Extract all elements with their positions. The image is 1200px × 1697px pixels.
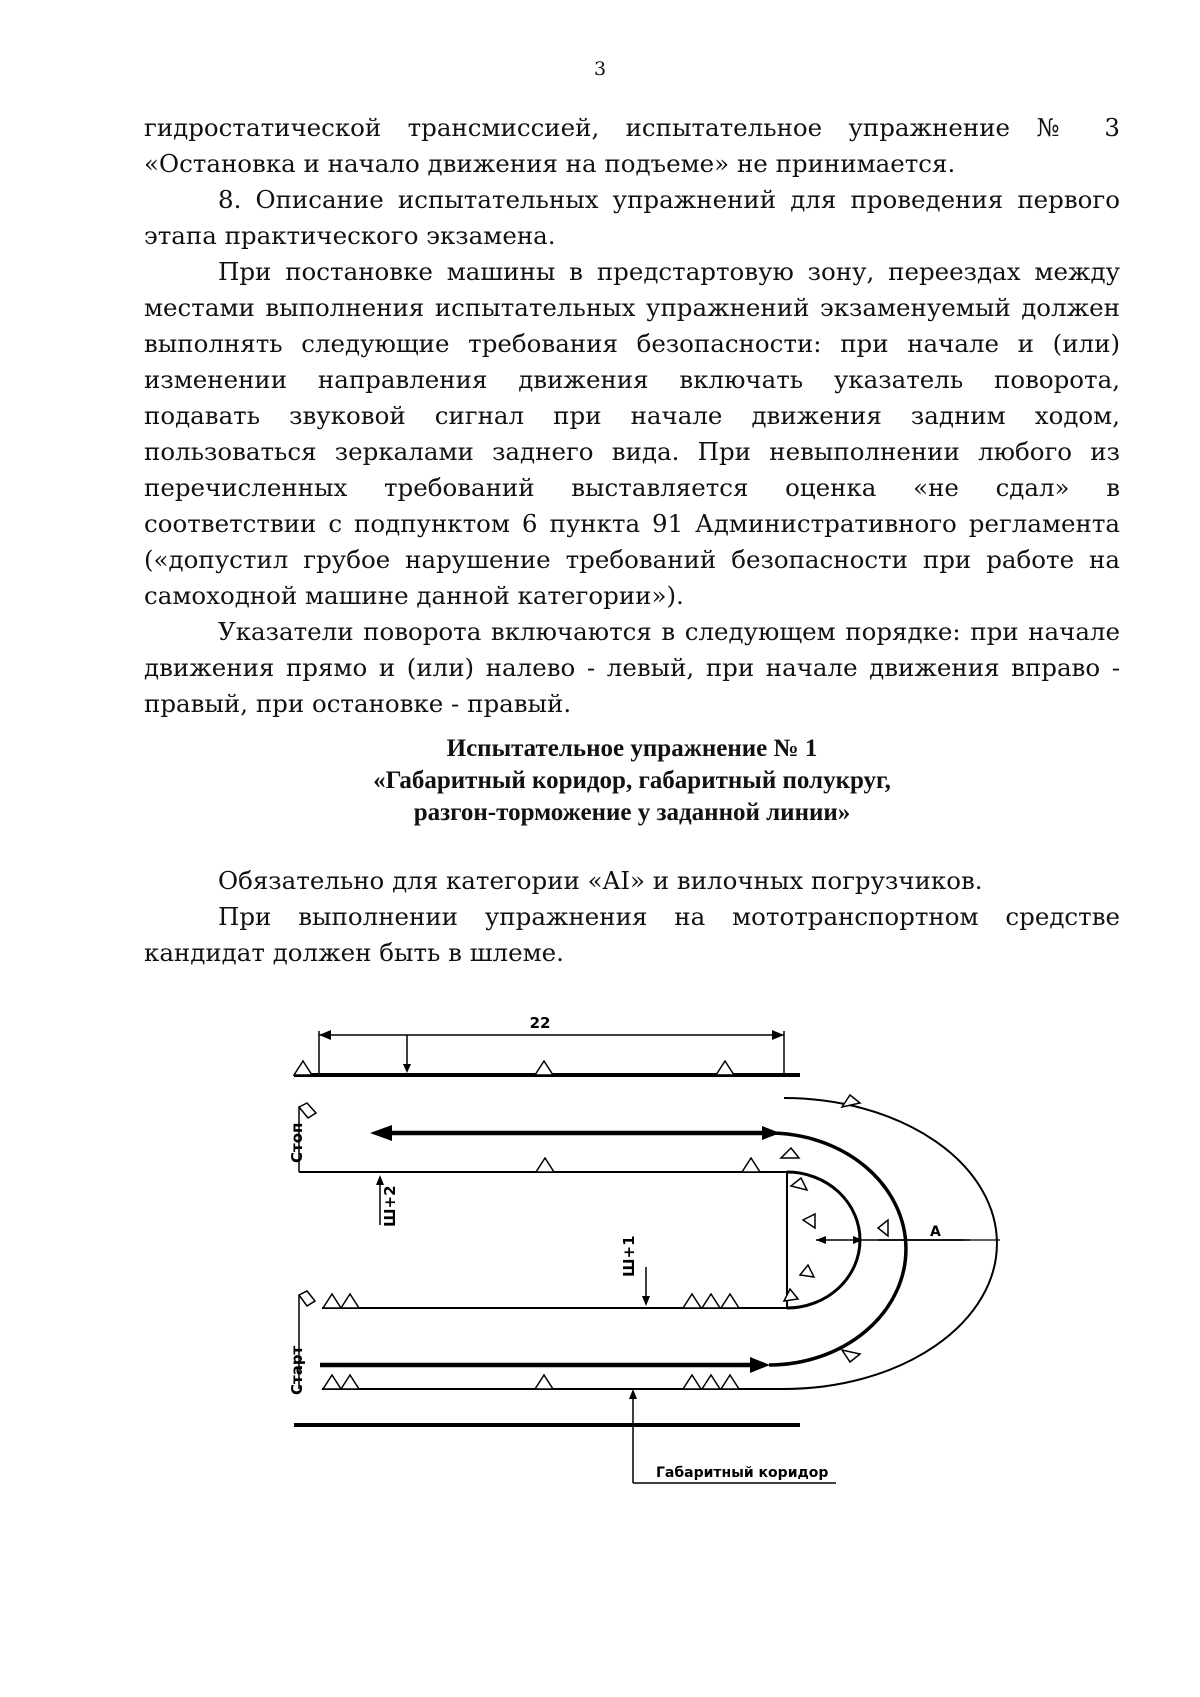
paragraph: Обязательно для категории «AI» и вилочных погрузчиков. — [218, 866, 983, 895]
section-heading — [144, 733, 1120, 829]
body-text — [144, 110, 1120, 722]
cone-icon — [702, 1294, 720, 1308]
cone-icon — [803, 1214, 815, 1228]
heading-line: «Габаритный коридор, габаритный полукруг, — [373, 767, 891, 794]
cone-icon — [535, 1375, 553, 1389]
dimension-label: 22 — [529, 1014, 551, 1032]
cone-icon — [781, 1148, 799, 1158]
start-label: Старт — [288, 1345, 306, 1395]
paragraph: При выполнении упражнения на мототранспортном средстве кандидат должен быть в шлеме. — [144, 902, 1120, 967]
cone-icon — [716, 1061, 734, 1075]
cone-icon — [683, 1294, 701, 1308]
cone-icon — [721, 1375, 739, 1389]
middle-semicircle — [769, 1133, 906, 1365]
cone-icon — [791, 1178, 807, 1190]
paragraph: 8. Описание испытательных упражнений для проведения первого этапа практического экзамена. — [144, 185, 1120, 250]
heading-line: разгон-торможение у заданной линии» — [413, 799, 851, 826]
stop-label: Стоп — [288, 1122, 306, 1163]
width-plus2-label: Ш+2 — [381, 1185, 399, 1227]
exercise-diagram — [280, 995, 1070, 1530]
a-label: А — [930, 1224, 941, 1240]
paragraph: Указатели поворота включаются в следующем порядке: при начале движения прямо и (или) налево - левый, при начале движения вправо - правый, при остановке - правый. — [144, 617, 1120, 718]
cone-icon — [721, 1294, 739, 1308]
cone-icon — [878, 1220, 888, 1236]
cone-icon — [323, 1294, 341, 1308]
cone-icon — [842, 1350, 860, 1362]
cone-icon — [294, 1061, 312, 1075]
a-dimension — [816, 1236, 1000, 1244]
cone-icon — [800, 1265, 814, 1277]
paragraph: гидростатической трансмиссией, испытательное упражнение № 3 «Остановка и начало движения на подъеме» не принимается. — [144, 113, 1120, 178]
cone-icon — [535, 1061, 553, 1075]
cone-icon — [341, 1375, 359, 1389]
cone-icon — [536, 1158, 554, 1172]
heading-line: Испытательное упражнение № 1 — [446, 735, 818, 762]
page-number: 3 — [593, 58, 607, 80]
cone-icon — [702, 1375, 720, 1389]
cone-icon — [683, 1375, 701, 1389]
corridor-label: Габаритный коридор — [656, 1465, 829, 1481]
paragraph: При постановке машины в предстартовую зону, переездах между местами выполнения испытательных упражнений экзаменуемый должен выполнять следующие требования безопасности: при начале и (или) изменении направления движения включать указатель поворота, подавать звуковой сигнал при начале движения задним ходом, пользоваться зеркалами заднего вида. При невыполнении любого из перечисленных требований выставляется оценка «не сдал» в соответствии с подпунктом 6 пункта 91 Административного регламента («допустил грубое нарушение требований безопасности при работе на самоходной машине данной категории»). — [144, 257, 1120, 610]
cone-icon — [341, 1294, 359, 1308]
dimension-line — [319, 1030, 784, 1075]
cone-icon — [742, 1158, 760, 1172]
cone-icon — [323, 1375, 341, 1389]
body-text-2 — [144, 863, 1120, 971]
cone-icon — [842, 1095, 860, 1107]
width-plus1-label: Ш+1 — [620, 1235, 638, 1277]
